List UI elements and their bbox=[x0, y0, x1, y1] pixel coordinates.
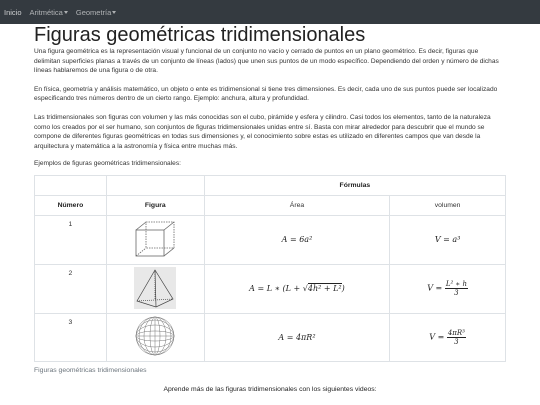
col-header-area: Área bbox=[204, 195, 390, 215]
paragraph-examples: Las tridimensionales son figuras con volumen y las más conocidas son el cubo, pirámide y esfera y cilindro. Casi todos los elementos, tanto de la naturaleza como los creados por el ser humano, son conjuntos de figuras tridimensionales unidas entre sí. Basta con mirar alrededor para descubrir que el mundo se compone de diferentes figuras geométricas en todas sus dimensiones y, el conocimiento sobre estas es utilizado en diferentes campos que van desde la arquitectura y matemática a la astronomía y física entre muchas más. bbox=[34, 113, 491, 150]
paragraph-table-intro: Ejemplos de figuras geométricas tridimensionales: bbox=[34, 160, 181, 168]
volume-formula bbox=[390, 313, 506, 361]
table-row bbox=[35, 215, 506, 264]
volume-fraction bbox=[447, 329, 466, 346]
cube-figure bbox=[133, 219, 177, 259]
figure-cell bbox=[106, 215, 204, 264]
table-caption: Figuras geométricas tridimensionales bbox=[34, 366, 147, 374]
table-row bbox=[35, 313, 506, 361]
videos-intro-text: Aprende más de las figuras tridimensionales con los siguientes videos: bbox=[163, 385, 377, 393]
volume-formula-lhs: V = bbox=[429, 332, 447, 342]
nav-geometry-label: Geometría bbox=[75, 7, 112, 17]
volume-formula bbox=[390, 264, 506, 313]
figure-cell bbox=[106, 313, 204, 361]
sphere-figure bbox=[134, 315, 176, 357]
paragraph-intro: Una figura geométrica es la representación visual y funcional de un conjunto no vacío y cerrado de puntos en un plano geométrico. Es decir, figuras que delimitan superficies planas a través de un conjunto de líneas (lados) que unen sus puntos de un modo específico. Dependiendo del orden y número de dichas líneas hablaremos de una figura o de otra. bbox=[34, 48, 499, 75]
page-title: Figuras geométricas tridimensionales bbox=[34, 24, 366, 46]
caret-down-icon bbox=[64, 11, 68, 14]
volume-formula-lhs: V = bbox=[427, 283, 445, 293]
caret-down-icon bbox=[112, 11, 116, 14]
area-formula-part-a: A = L ∗ (L + bbox=[249, 284, 303, 294]
volume-denominator: 3 bbox=[454, 337, 459, 346]
table-empty-cell bbox=[106, 175, 204, 195]
volume-formula: V = a³ bbox=[390, 215, 506, 264]
nav-arithmetic-label: Aritmética bbox=[29, 7, 63, 17]
volume-denominator: 3 bbox=[454, 289, 459, 298]
col-header-figure: Figura bbox=[106, 195, 204, 215]
table-empty-cell bbox=[35, 175, 107, 195]
col-header-volume: volumen bbox=[390, 195, 506, 215]
figure-cell bbox=[106, 264, 204, 313]
top-navbar bbox=[0, 0, 540, 24]
volume-numerator: L² ∗ h bbox=[445, 280, 467, 289]
paragraph-definition: En física, geometría y análisis matemático, un objeto o ente es tridimensional si tiene tres dimensiones. Es decir, cada uno de sus puntos puede ser localizado especificando tres números dentro de un cierto rango. Ejemplo: anchura, altura y profundidad. bbox=[34, 85, 498, 103]
row-number: 2 bbox=[35, 264, 107, 313]
volume-numerator: 4πR³ bbox=[447, 328, 465, 337]
pyramid-figure bbox=[134, 267, 176, 309]
table-row bbox=[35, 264, 506, 313]
area-formula-part-c: ) bbox=[341, 284, 345, 294]
row-number: 1 bbox=[35, 215, 107, 264]
row-number: 3 bbox=[35, 313, 107, 361]
main-content bbox=[34, 24, 506, 393]
figures-table bbox=[34, 175, 506, 362]
nav-arithmetic-dropdown[interactable] bbox=[30, 8, 68, 17]
nav-geometry-dropdown[interactable] bbox=[76, 8, 116, 17]
area-formula: A = 6a² bbox=[204, 215, 390, 264]
formulas-header: Fórmulas bbox=[204, 175, 505, 195]
nav-home-link[interactable]: Inicio bbox=[4, 7, 22, 17]
area-formula-radicand: 4h² + L² bbox=[307, 284, 342, 294]
area-formula: A = L ∗ (L + √4h² + L²) bbox=[204, 264, 390, 313]
volume-fraction bbox=[445, 280, 468, 297]
area-formula: A = 4πR² bbox=[204, 313, 390, 361]
col-header-number: Número bbox=[35, 195, 107, 215]
